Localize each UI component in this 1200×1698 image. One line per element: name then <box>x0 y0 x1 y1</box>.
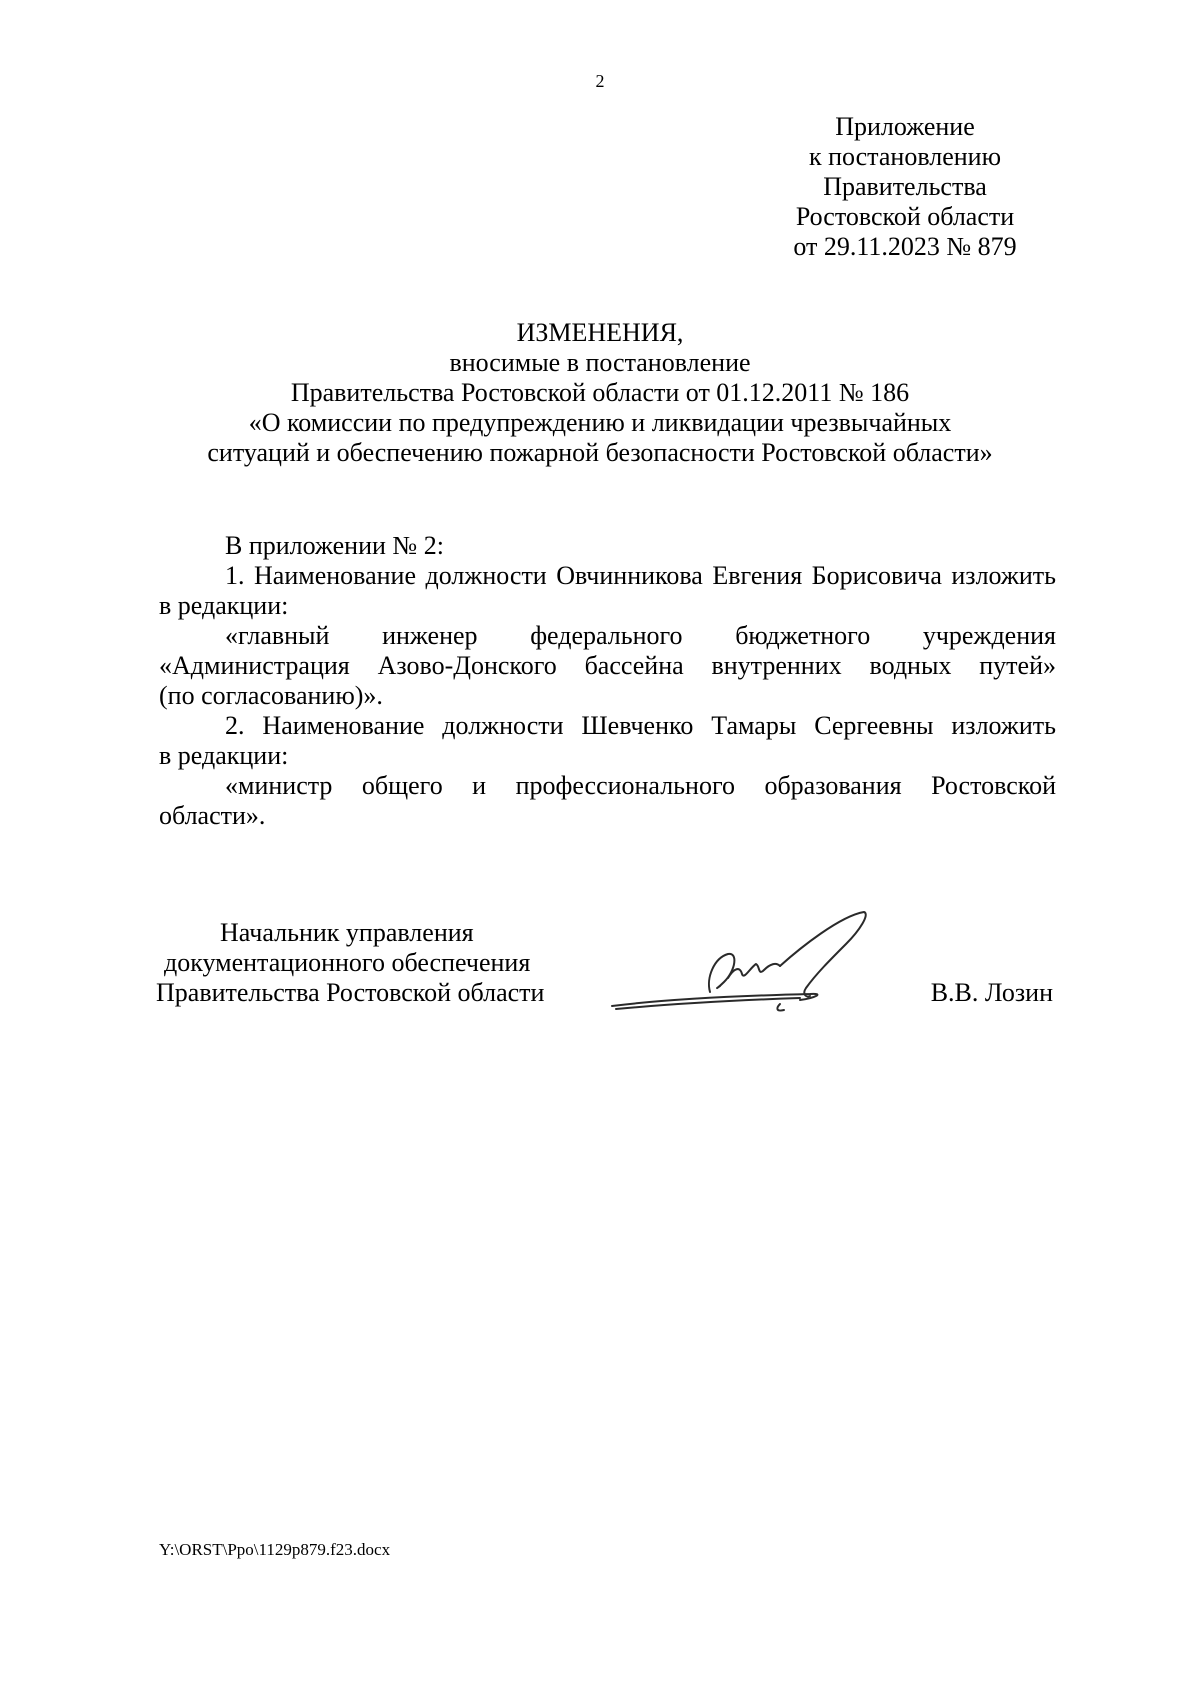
document-title-block <box>120 318 1080 468</box>
signatory-title-block <box>156 918 576 1008</box>
handwritten-signature <box>610 908 870 1018</box>
document-body <box>159 531 1056 831</box>
document-title-line-5: ситуаций и обеспечению пожарной безопасности Ростовской области» <box>207 438 993 467</box>
document-title-line-3: Правительства Ростовской области от 01.12.2011 № 186 <box>290 378 910 407</box>
signer-name: В.В. Лозин <box>930 978 1053 1007</box>
appendix-header-line-5: от 29.11.2023 № 879 <box>793 232 1017 261</box>
signatory-title-line-3: Правительства Ростовской области <box>156 978 545 1007</box>
item-1-quote-line-3: (по согласованию)». <box>159 681 383 710</box>
appendix-header-line-4: Ростовской области <box>795 202 1015 231</box>
signatory-title-line-2: документационного обеспечения <box>164 948 531 977</box>
appendix-header-line-3: Правительства <box>823 172 987 201</box>
item-1-line-1: 1. Наименование должности Овчинникова Евгения Борисовича изложить <box>225 561 1056 590</box>
item-1-line-2: в редакции: <box>159 591 289 620</box>
appendix-header-line-1: Приложение <box>835 112 975 141</box>
item-1-quote-line-1: «главный инженер федерального бюджетного учреждения <box>225 621 1056 650</box>
document-title-line-4: «О комиссии по предупреждению и ликвидации чрезвычайных <box>248 408 952 437</box>
document-title-line-2: вносимые в постановление <box>449 348 751 377</box>
item-1-quote-line-2: «Администрация Азово-Донского бассейна внутренних водных путей» <box>159 651 1056 680</box>
item-2-quote-line-2: области». <box>159 801 266 830</box>
signatory-title-line-1: Начальник управления <box>220 918 474 947</box>
item-2-line-2: в редакции: <box>159 741 289 770</box>
page-number: 2 <box>595 71 605 91</box>
document-heading: ИЗМЕНЕНИЯ, <box>516 318 684 347</box>
item-2-line-1: 2. Наименование должности Шевченко Тамары Сергеевны изложить <box>225 711 1056 740</box>
file-path-footer: Y:\ORST\Ppo\1129p879.f23.docx <box>159 1540 391 1559</box>
item-2-quote-line-1: «министр общего и профессионального образования Ростовской <box>225 771 1056 800</box>
appendix-header-line-2: к постановлению <box>808 142 1002 171</box>
body-intro: В приложении № 2: <box>225 531 444 560</box>
appendix-header <box>760 112 1050 262</box>
